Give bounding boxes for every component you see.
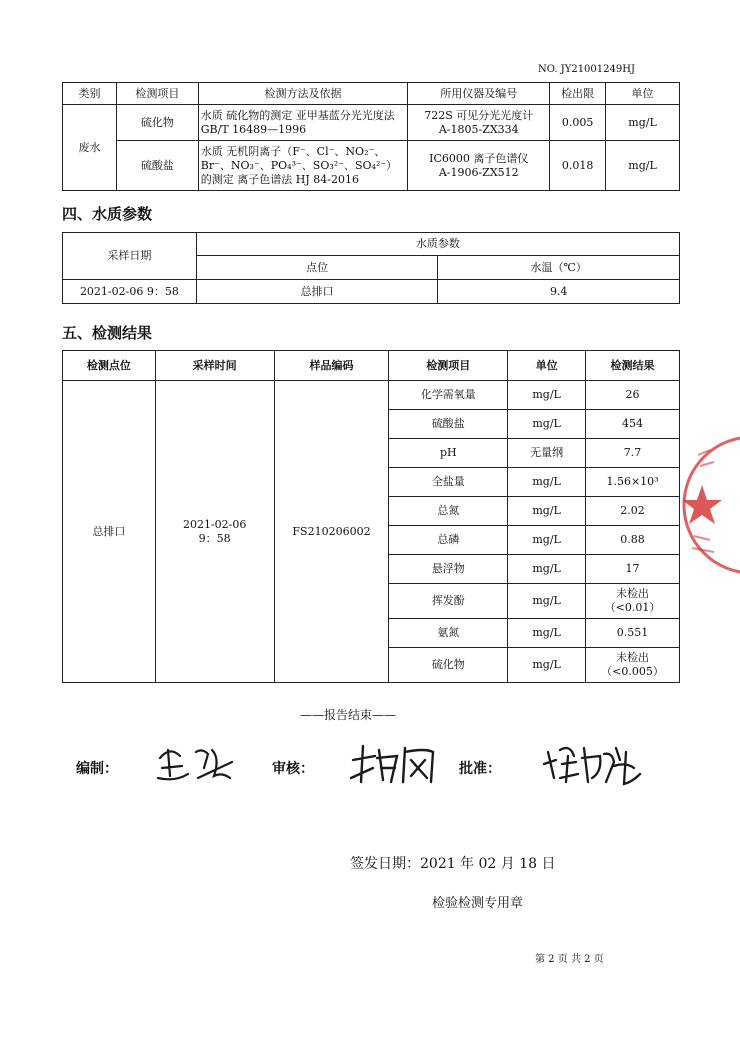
compile-signature: [150, 738, 240, 792]
result-value: 0.88: [620, 533, 645, 546]
section-title-results: 五、检测结果: [62, 324, 153, 342]
results-table: [62, 350, 680, 683]
result-detail: （<0.005）: [601, 665, 664, 678]
item-cell: 总氮: [389, 497, 508, 526]
approve-label: 批准：: [459, 761, 501, 777]
date-header: 采样日期: [63, 233, 197, 280]
item-cell: 硫化物: [116, 105, 198, 141]
result-value: 1.56×10³: [606, 475, 659, 488]
unit-cell: mg/L: [606, 141, 680, 191]
col-item: 检测项目: [389, 351, 508, 381]
signature-icon: [345, 738, 445, 788]
report-number: NO. JY21001249HJ: [538, 64, 635, 75]
method-cell: [198, 141, 408, 191]
unit-cell: mg/L: [508, 468, 586, 497]
instrument-code: A-1906-ZX512: [438, 165, 519, 179]
item-cell: 全盐量: [389, 468, 508, 497]
instrument-cell: [408, 105, 550, 141]
official-stamp: [680, 430, 740, 584]
method-line: Br⁻、NO₃⁻、PO₄³⁻、SO₃²⁻、SO₄²⁻）: [200, 158, 398, 172]
results-header: [63, 351, 680, 381]
col-code: 样品编码: [274, 351, 389, 381]
result-cell: [586, 497, 680, 526]
unit-cell: mg/L: [508, 526, 586, 555]
col-item: 检测项目: [116, 83, 198, 105]
result-cell: [586, 381, 680, 410]
table-row: [63, 280, 680, 304]
location-header: 点位: [196, 256, 438, 280]
table-row: [63, 141, 680, 191]
result-cell: [586, 410, 680, 439]
table-row: [63, 105, 680, 141]
method-table-header: [63, 83, 680, 105]
method-line: 水质 无机阴离子（F⁻、Cl⁻、NO₂⁻、: [200, 144, 386, 158]
location-cell: 总排口: [196, 280, 438, 304]
signature-icon: [540, 738, 650, 790]
item-cell: 硫酸盐: [389, 410, 508, 439]
approve-signature: [540, 738, 650, 794]
seal-label: 检验检测专用章: [432, 896, 524, 911]
method-line: 的测定 离子色谱法 HJ 84-2016: [200, 172, 359, 186]
unit-cell: mg/L: [508, 584, 586, 619]
col-time: 采样时间: [155, 351, 274, 381]
time-clock: 9：58: [198, 531, 231, 545]
unit-cell: mg/L: [508, 648, 586, 683]
issue-date: 签发日期：2021 年 02 月 18 日: [350, 856, 556, 872]
unit-cell: mg/L: [508, 555, 586, 584]
result-value: 26: [625, 388, 640, 401]
temp-header: 水温（℃）: [438, 256, 680, 280]
category-cell: 废水: [63, 105, 117, 191]
date-cell: 2021-02-06 9：58: [63, 280, 197, 304]
unit-cell: mg/L: [508, 497, 586, 526]
result-value: 454: [622, 417, 644, 430]
result-cell: [586, 526, 680, 555]
item-cell: 硫酸盐: [116, 141, 198, 191]
col-instrument: 所用仪器及编号: [408, 83, 550, 105]
col-unit: 单位: [606, 83, 680, 105]
point-cell: 总排口: [63, 381, 156, 683]
review-label: 审核：: [272, 761, 314, 777]
item-cell: 化学需氧量: [389, 381, 508, 410]
params-header: 水质参数: [196, 233, 679, 256]
unit-cell: mg/L: [606, 105, 680, 141]
col-result: 检测结果: [586, 351, 680, 381]
stamp-icon: [680, 430, 740, 580]
item-cell: pH: [389, 439, 508, 468]
limit-cell: 0.018: [550, 141, 606, 191]
result-value: 2.02: [620, 504, 645, 517]
result-value: 未检出: [616, 587, 650, 600]
signature-icon: [150, 738, 240, 788]
unit-cell: 无量纲: [508, 439, 586, 468]
result-cell: [586, 555, 680, 584]
instrument-name: IC6000 离子色谱仪: [429, 151, 529, 165]
page-number: 第 2 页 共 2 页: [535, 954, 604, 965]
review-signature: [345, 738, 445, 792]
col-point: 检测点位: [63, 351, 156, 381]
item-cell: 挥发酚: [389, 584, 508, 619]
result-detail: （<0.01）: [604, 601, 661, 614]
item-cell: 总磷: [389, 526, 508, 555]
water-params-table: [62, 232, 680, 304]
result-value: 未检出: [616, 651, 650, 664]
result-cell: [586, 584, 680, 619]
result-cell: [586, 439, 680, 468]
limit-cell: 0.005: [550, 105, 606, 141]
item-cell: 氨氮: [389, 619, 508, 648]
result-value: 17: [625, 562, 640, 575]
section-title-water-params: 四、水质参数: [62, 205, 153, 223]
result-cell: [586, 619, 680, 648]
report-end: ——报告结束——: [300, 708, 397, 722]
method-table: [62, 82, 680, 191]
unit-cell: mg/L: [508, 410, 586, 439]
compile-label: 编制：: [76, 761, 118, 777]
time-date: 2021-02-06: [182, 517, 247, 531]
result-cell: [586, 468, 680, 497]
unit-cell: mg/L: [508, 381, 586, 410]
item-cell: 悬浮物: [389, 555, 508, 584]
result-value: 0.551: [616, 626, 649, 639]
method-cell: 水质 硫化物的测定 亚甲基蓝分光光度法 GB/T 16489—1996: [198, 105, 408, 141]
time-cell: [155, 381, 274, 683]
sample-code-cell: FS210206002: [274, 381, 389, 683]
instrument-name: 722S 可见分光光度计: [424, 108, 534, 122]
col-limit: 检出限: [550, 83, 606, 105]
result-value: 7.7: [623, 446, 642, 459]
result-cell: [586, 648, 680, 683]
unit-cell: mg/L: [508, 619, 586, 648]
col-method: 检测方法及依据: [198, 83, 408, 105]
item-cell: 硫化物: [389, 648, 508, 683]
temp-cell: 9.4: [438, 280, 680, 304]
instrument-code: A-1805-ZX334: [438, 122, 519, 136]
col-category: 类别: [63, 83, 117, 105]
table-row: [63, 381, 680, 410]
instrument-cell: [408, 141, 550, 191]
col-unit: 单位: [508, 351, 586, 381]
